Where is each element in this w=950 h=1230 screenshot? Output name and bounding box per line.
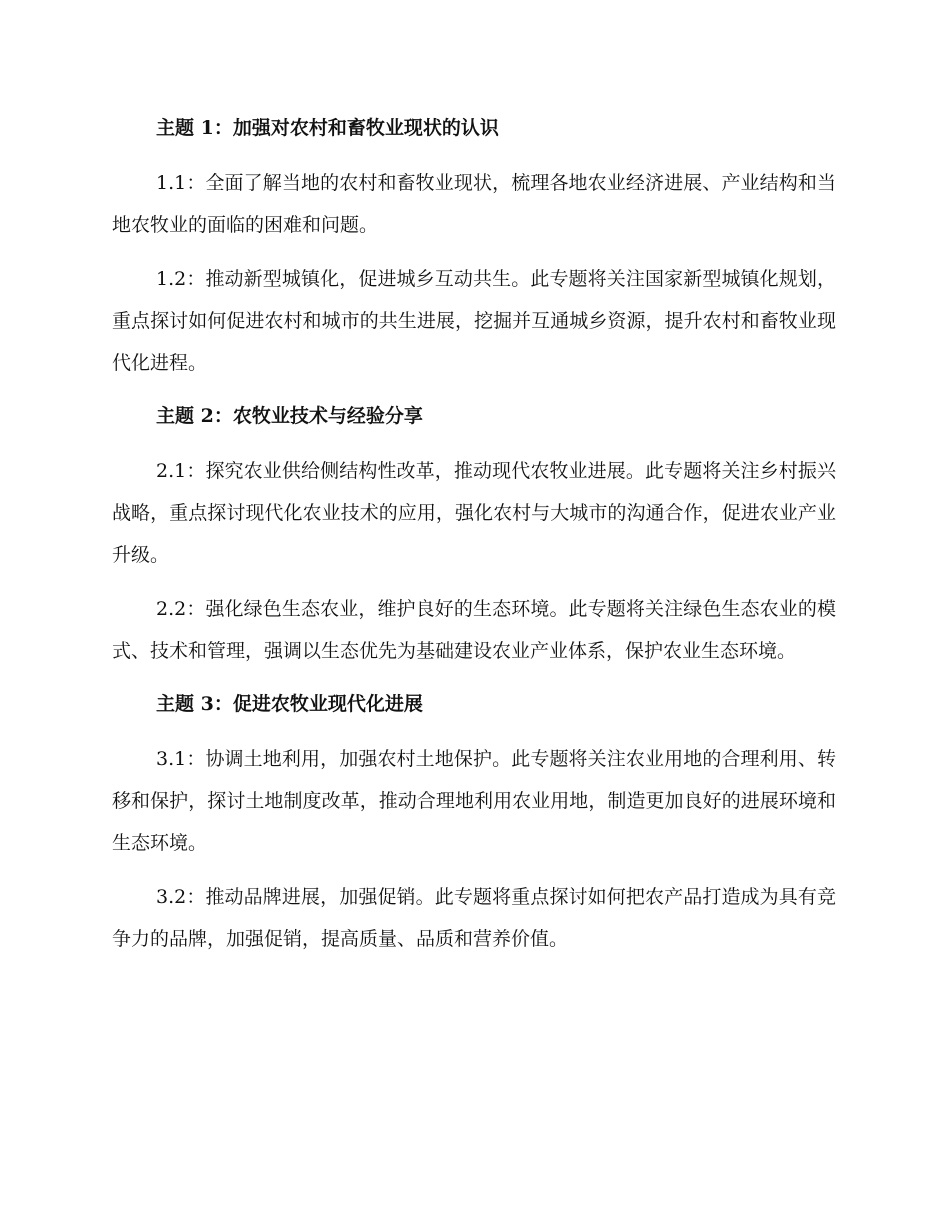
paragraph-2-2: 2.2：强化绿色生态农业，维护良好的生态环境。此专题将关注绿色生态农业的模式、技术和管理，强调以生态优先为基础建设农业产业体系，保护农业生态环境。 (112, 598, 836, 662)
paragraph-1-2: 1.2：推动新型城镇化，促进城乡互动共生。此专题将关注国家新型城镇化规划，重点探讨如何促进农村和城市的共生进展，挖掘并互通城乡资源，提升农村和畜牧业现代化进程。 (112, 268, 836, 374)
paragraph-2-1: 2.1：探究农业供给侧结构性改革，推动现代农牧业进展。此专题将关注乡村振兴战略，重点探讨现代化农业技术的应用，强化农村与大城市的沟通合作，促进农业产业升级。 (112, 460, 836, 566)
paragraph-3-2: 3.2：推动品牌进展，加强促销。此专题将重点探讨如何把农产品打造成为具有竞争力的品牌，加强促销，提高质量、品质和营养价值。 (112, 886, 836, 950)
section-heading-2: 主题 2：农牧业技术与经验分享 (156, 405, 423, 427)
document-body (112, 108, 836, 972)
paragraph-3-1: 3.1：协调土地利用，加强农村土地保护。此专题将关注农业用地的合理利用、转移和保护，探讨土地制度改革，推动合理地利用农业用地，制造更加良好的进展环境和生态环境。 (112, 748, 836, 854)
paragraph-1-1: 1.1：全面了解当地的农村和畜牧业现状，梳理各地农业经济进展、产业结构和当地农牧业的面临的困难和问题。 (112, 172, 836, 236)
section-heading-3: 主题 3：促进农牧业现代化进展 (156, 693, 423, 715)
section-heading-1: 主题 1：加强对农村和畜牧业现状的认识 (156, 117, 499, 139)
